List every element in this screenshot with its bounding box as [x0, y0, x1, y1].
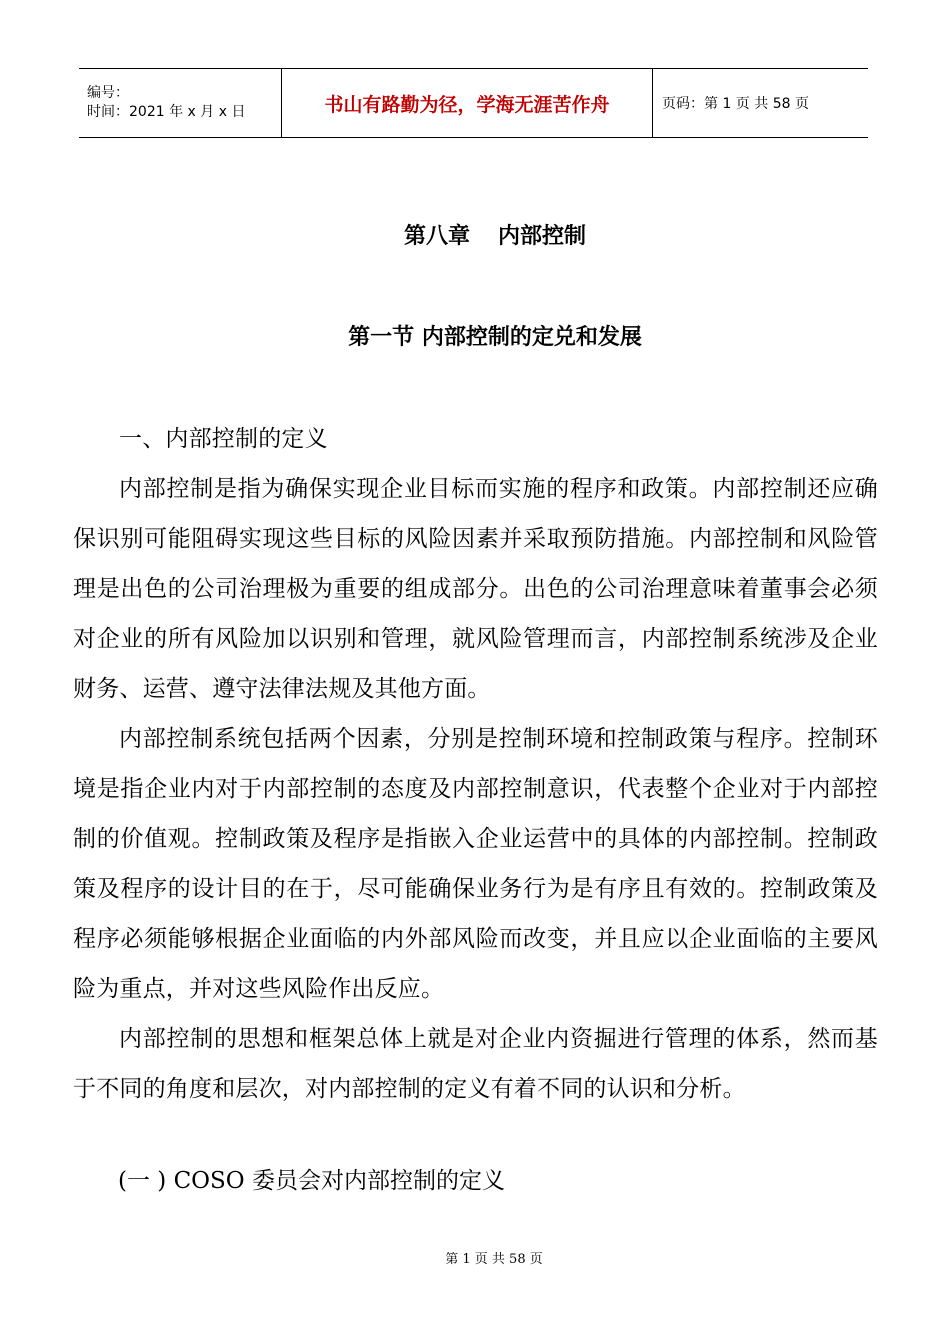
- paragraph: 内部控制的思想和框架总体上就是对企业内资掘进行管理的体系，然而基于不同的角度和层次，对内部控制的定义有着不同的认识和分析。: [73, 1026, 878, 1102]
- chapter-title: [0, 219, 950, 250]
- header-meta: [79, 69, 281, 137]
- chapter-number: 第八章: [403, 224, 470, 249]
- subsection-heading: (一 ) COSO 委员会对内部控制的定义: [118, 1168, 505, 1194]
- page-footer: 第 1 页 共 58 页: [445, 1252, 543, 1267]
- body-text: [73, 414, 878, 1114]
- header-motto: 书山有路勤为径，学海无涯苦作舟: [281, 69, 653, 137]
- paragraph: 内部控制系统包括两个因素，分别是控制环境和控制政策与程序。控制环境是指企业内对于内部控制的态度及内部控制意识，代表整个企业对于内部控制的价值观。控制政策及程序是指嵌入企业运营中的具体的内部控制。控制政策及程序的设计目的在于，尽可能确保业务行为是有序且有效的。控制政策及程序必须能够根据企业面临的内外部风险而改变，并且应以企业面临的主要风险为重点，并对这些风险作出反应。: [73, 726, 878, 1002]
- header-page-info: 页码：第 1 页 共 58 页: [662, 96, 809, 112]
- heading-definition: 一、内部控制的定义: [119, 426, 328, 452]
- time-label: 时间：2021 年 x 月 x 日: [87, 104, 246, 120]
- number-label: 编号：: [87, 85, 129, 101]
- chapter-name: 内部控制: [498, 224, 587, 249]
- section-title: 第一节 内部控制的定兑和发展: [348, 325, 642, 350]
- paragraph: 内部控制是指为确保实现企业目标而实施的程序和政策。内部控制还应确保识别可能阻碍实现这些目标的风险因素并采取预防措施。内部控制和风险管理是出色的公司治理极为重要的组成部分。出色的公司治理意味着董事会必须对企业的所有风险加以识别和管理，就风险管理而言，内部控制系统涉及企业财务、运营、遵守法律法规及其他方面。: [73, 476, 878, 702]
- header-table: [79, 68, 868, 138]
